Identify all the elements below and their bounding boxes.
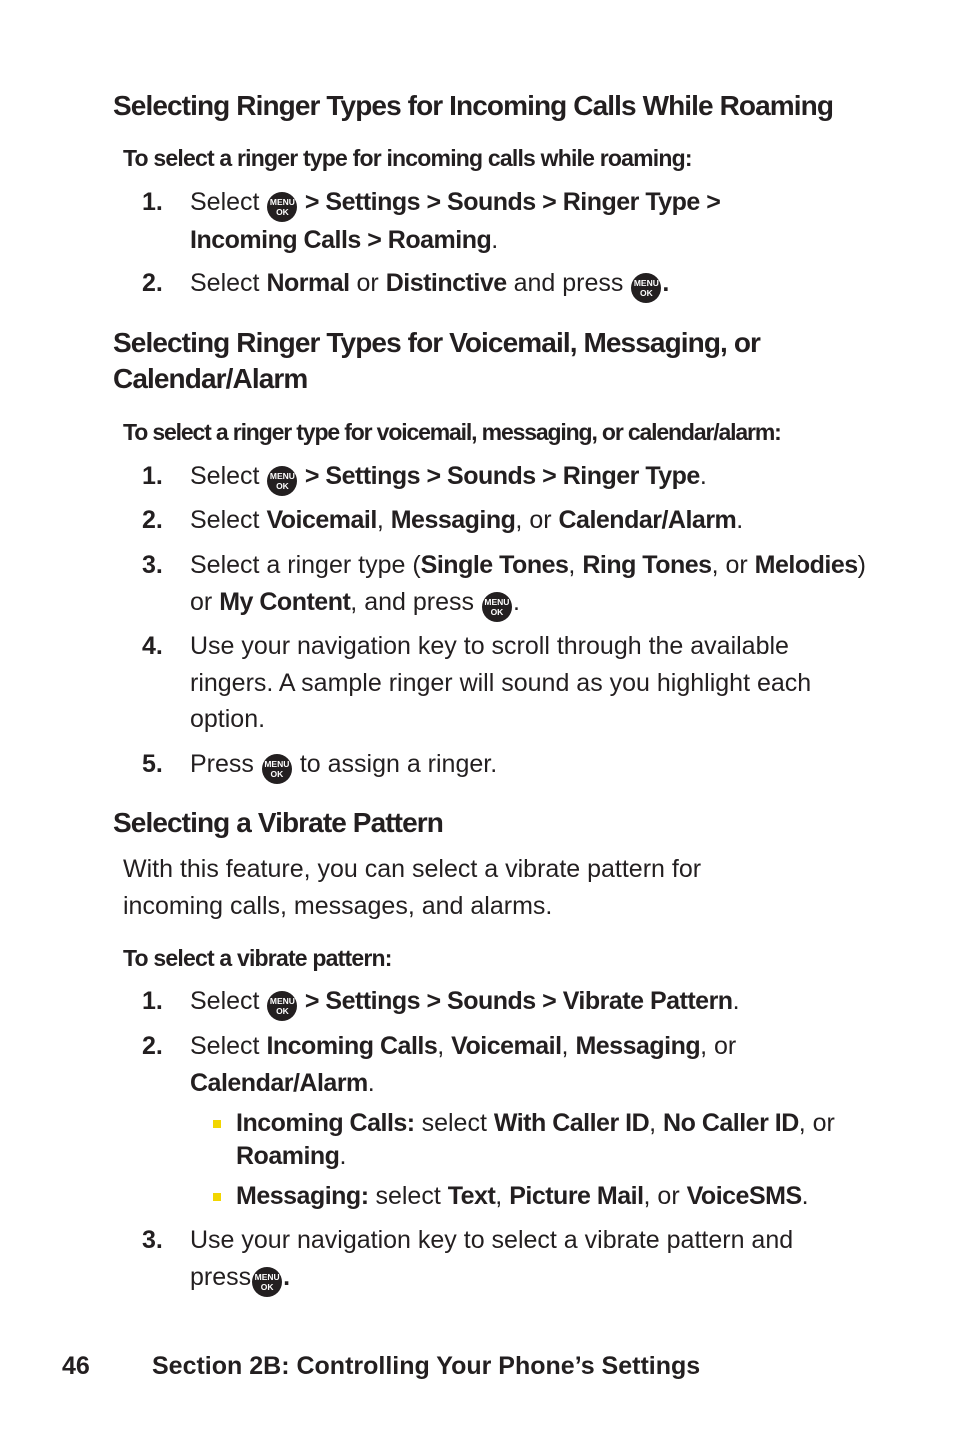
step-number: 1.	[142, 462, 163, 490]
step-number: 5.	[142, 750, 163, 778]
step-number: 4.	[142, 632, 163, 660]
section-heading-roaming: Selecting Ringer Types for Incoming Calls While Roaming	[113, 90, 834, 121]
step-text: Select Voicemail, Messaging, or Calendar/Alarm.	[190, 506, 744, 534]
intro-roaming: To select a ringer type for incoming calls while roaming:	[123, 145, 692, 171]
step-number: 2.	[142, 506, 163, 534]
menu-ok-key-icon: MENU OK	[252, 1267, 282, 1297]
step-text: Select Incoming Calls, Voicemail, Messaging, or Calendar/Alarm.	[190, 1032, 737, 1097]
step-number: 2.	[142, 1032, 163, 1060]
step-text: Select MENU OK > Settings > Sounds > Ringer Type > Incoming Calls > Roaming.	[190, 188, 721, 254]
page-number: 46	[62, 1352, 90, 1380]
step-text: Select MENU OK > Settings > Sounds > Vibrate Pattern.	[190, 983, 870, 1021]
intro-vibrate: To select a vibrate pattern:	[123, 945, 392, 971]
menu-ok-key-icon: MENU OK	[631, 273, 661, 303]
bullet-marker	[213, 1193, 221, 1201]
menu-ok-key-icon: MENU OK	[267, 991, 297, 1021]
step-number: 1.	[142, 987, 163, 1015]
step-text: Use your navigation key to scroll through the available ringers. A sample ringer will sound as you highlight each option.	[190, 632, 812, 733]
menu-ok-key-icon: MENU OK	[267, 192, 297, 222]
footer-section-title: Section 2B: Controlling Your Phone’s Settings	[152, 1352, 701, 1380]
bullet-marker	[213, 1120, 221, 1128]
section-heading-vibrate: Selecting a Vibrate Pattern	[113, 807, 443, 838]
menu-ok-key-icon: MENU OK	[262, 754, 292, 784]
step-text: Select a ringer type (Single Tones, Ring Tones, or Melodies) or My Content, and press MENU OK .	[190, 547, 870, 622]
menu-ok-key-icon: MENU OK	[267, 466, 297, 496]
step-number: 2.	[142, 269, 163, 297]
bullet-messaging: Messaging: select Text, Picture Mail, or VoiceSMS.	[236, 1182, 809, 1210]
step-text: Select Normal or Distinctive and press MENU OK .	[190, 265, 870, 303]
step-text: Select MENU OK > Settings > Sounds > Ringer Type.	[190, 458, 870, 496]
bullet-incoming-calls: Incoming Calls: select With Caller ID, No Caller ID, or Roaming.	[236, 1109, 835, 1170]
vibrate-description: With this feature, you can select a vibrate pattern for incoming calls, messages, and alarms.	[123, 855, 702, 920]
intro-voicemail: To select a ringer type for voicemail, messaging, or calendar/alarm:	[123, 419, 781, 445]
step-number: 1.	[142, 188, 163, 216]
step-number: 3.	[142, 551, 163, 579]
menu-ok-key-icon: MENU OK	[482, 592, 512, 622]
section-heading-voicemail: Selecting Ringer Types for Voicemail, Messaging, or Calendar/Alarm	[113, 327, 761, 394]
step-number: 3.	[142, 1226, 163, 1254]
step-text: Use your navigation key to select a vibrate pattern and press MENU OK .	[190, 1222, 870, 1297]
step-text: Press MENU OK to assign a ringer.	[190, 746, 870, 784]
